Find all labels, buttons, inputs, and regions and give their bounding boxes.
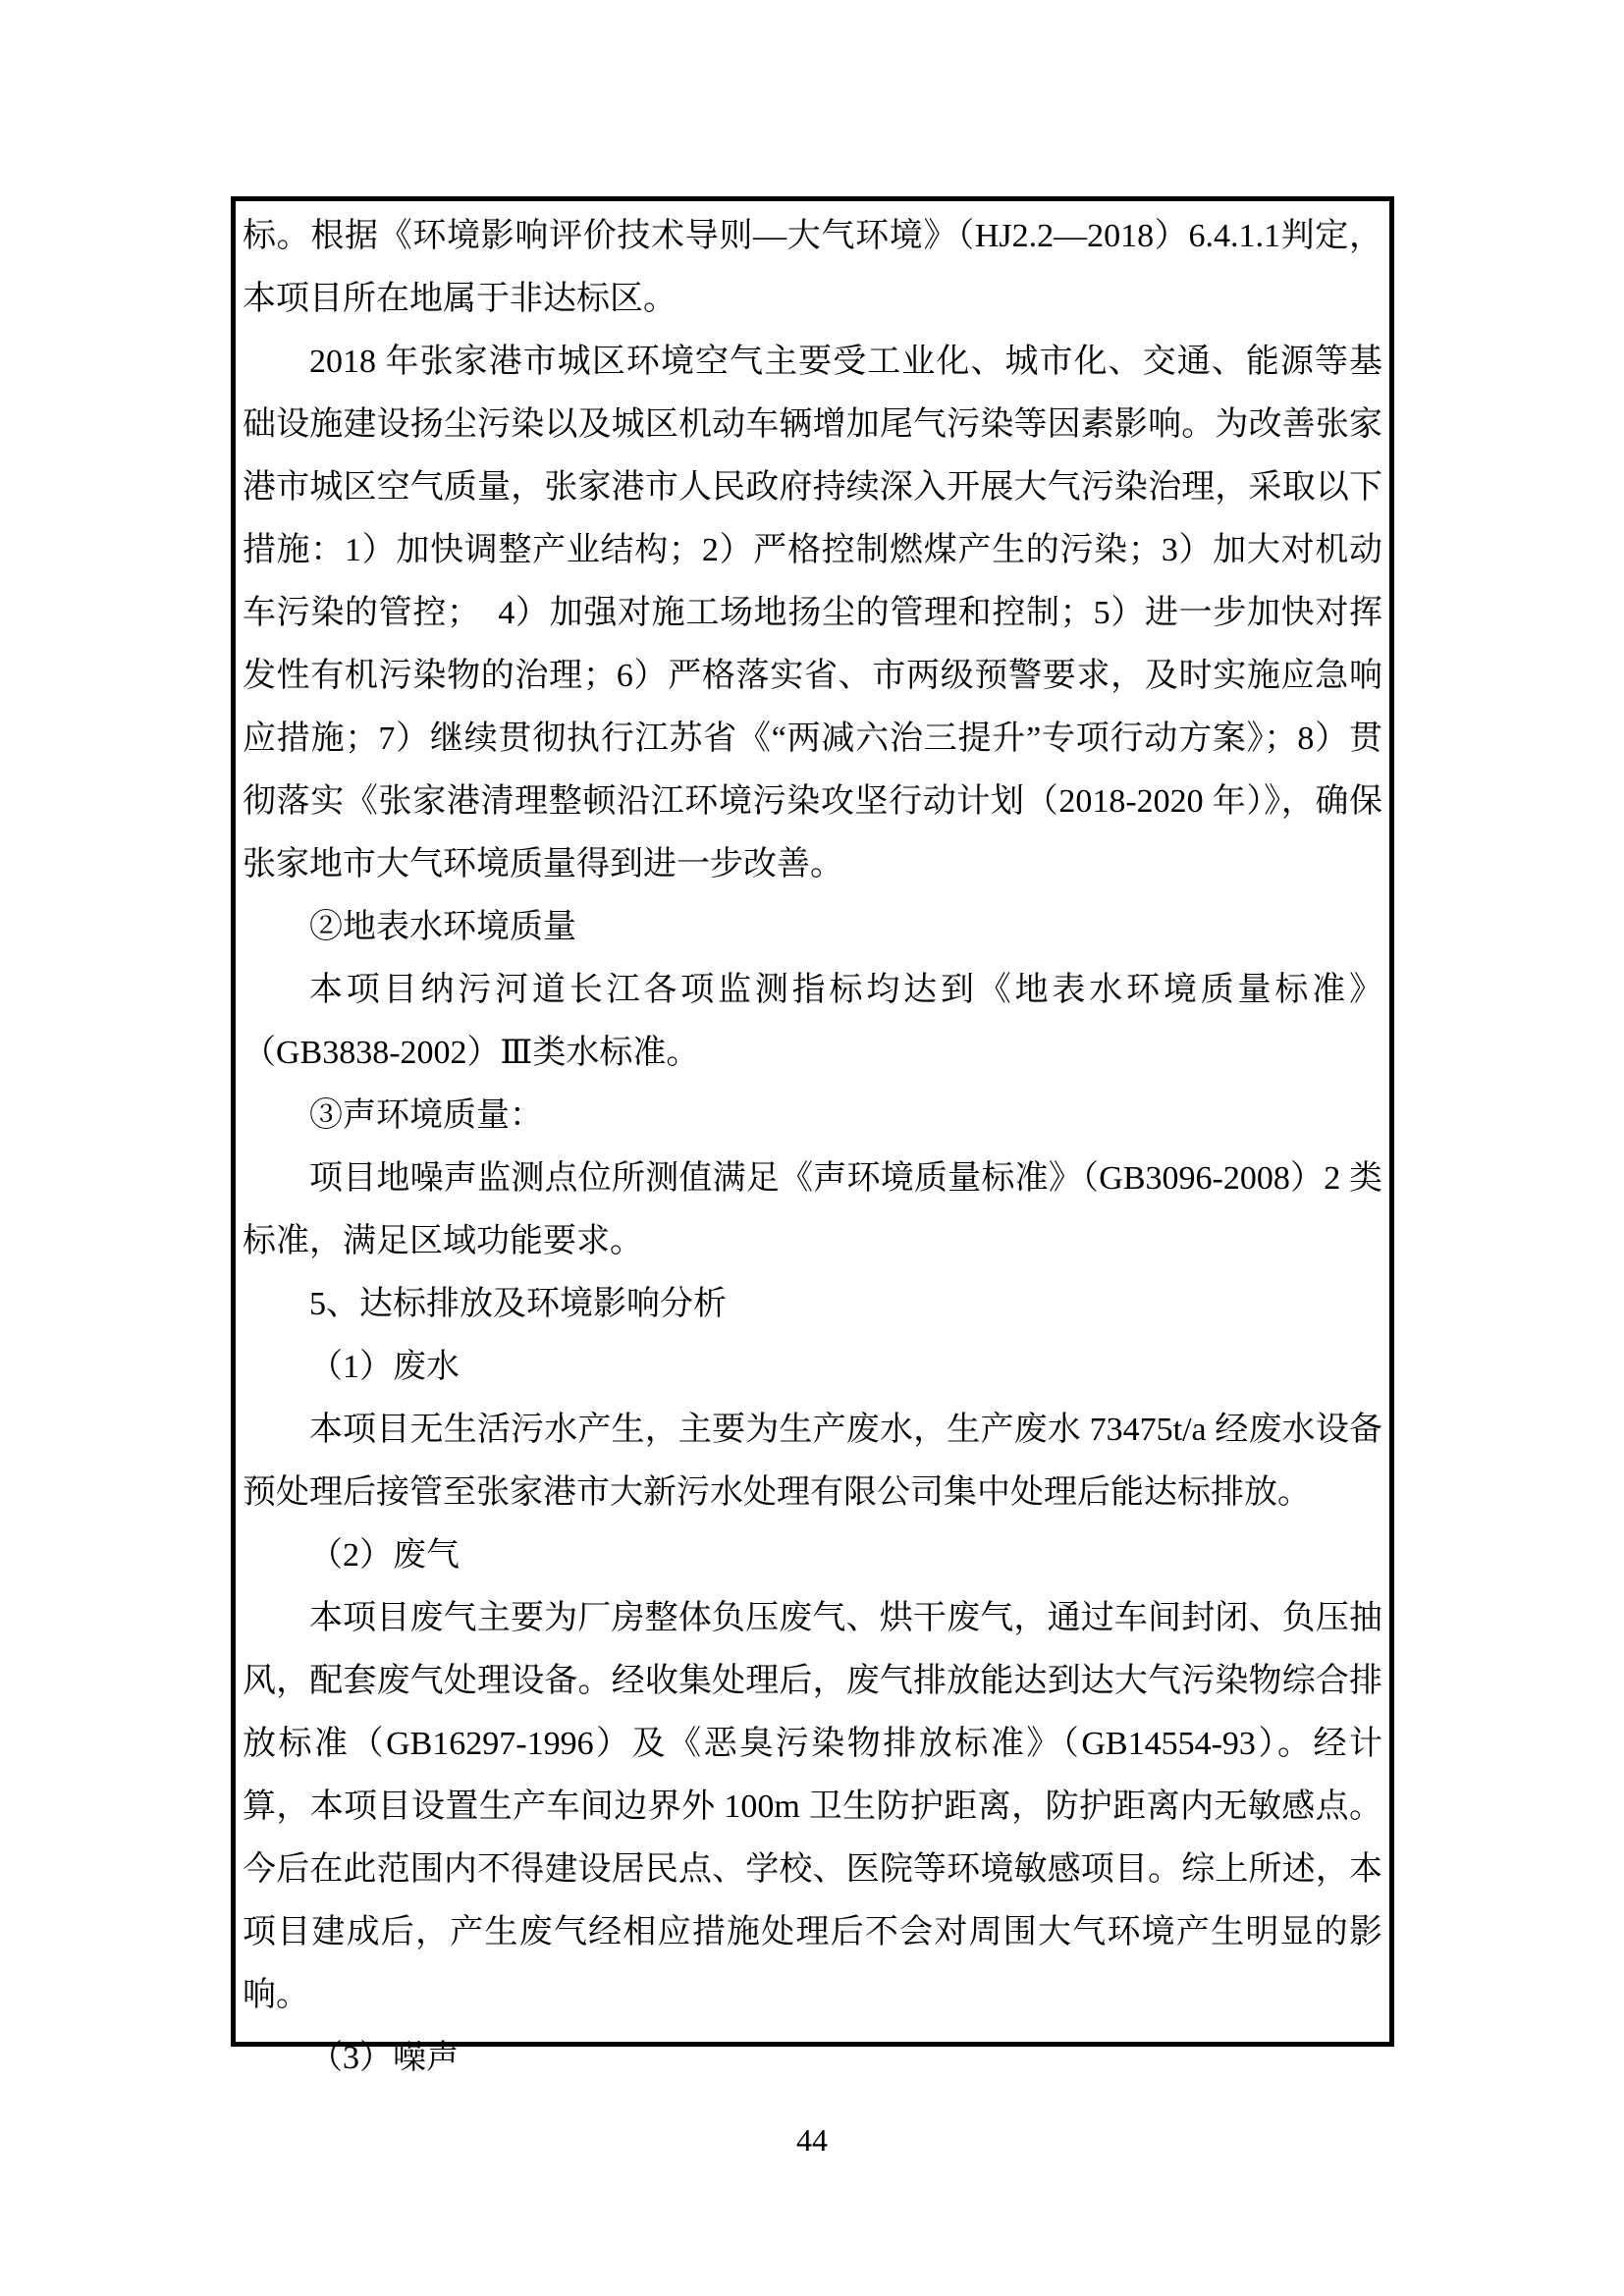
content-cell (231, 196, 1394, 2076)
heading-noise: （3）噪声 (309, 2040, 460, 2076)
para-previous-page-continuation: 标。根据《环境影响评价技术导则—大气环境》（HJ2.2—2018）6.4.1.1判定，本项目所在地属于非达标区。 (243, 218, 1382, 317)
heading-compliance-analysis: 5、达标排放及环境影响分析 (309, 1286, 727, 1322)
para-air-quality-measures: 2018 年张家港市城区环境空气主要受工业化、城市化、交通、能源等基础设施建设扬尘污染以及城区机动车辆增加尾气污染等因素影响。为改善张家港市城区空气质量，张家港市人民政府持续深入开展大气污染治理，采取以下措施：1）加快调整产业结构；2）严格控制燃煤产生的污染；3）加大对机动车污染的管控； 4）加强对施工场地扬尘的管理和控制；5）进一步加快对挥发性有机污染物的治理；6）严格落实省、市两级预警要求，及时实施应急响应措施；7）继续贯彻执行江苏省《“两减六治三提升”专项行动方案》；8）贯彻落实《张家港清理整顿沿江环境污染攻坚行动计划（2018-2020 年）》，确保张家地市大气环境质量得到进一步改善。 (243, 344, 1382, 882)
para-wastewater: 本项目无生活污水产生，主要为生产废水，生产废水 73475t/a 经废水设备预处理后接管至张家港市大新污水处理有限公司集中处理后能达标排放。 (243, 1412, 1382, 1511)
heading-surface-water-quality: ②地表水环境质量 (309, 909, 576, 945)
page-number: 44 (796, 2122, 828, 2158)
para-noise-environment: 项目地噪声监测点位所测值满足《声环境质量标准》（GB3096-2008）2 类标准，满足区域功能要求。 (243, 1160, 1382, 1259)
heading-wastewater: （1）废水 (309, 1349, 460, 1385)
para-surface-water-quality: 本项目纳污河道长江各项监测指标均达到《地表水环境质量标准》（GB3838-2002）Ⅲ类水标准。 (243, 972, 1382, 1071)
heading-noise-environment: ③声环境质量： (309, 1097, 543, 1134)
para-waste-gas: 本项目废气主要为厂房整体负压废气、烘干废气，通过车间封闭、负压抽风，配套废气处理设备。经收集处理后，废气排放能达到达大气污染物综合排放标准（GB16297-1996）及《恶臭污染物排放标准》（GB14554-93）。经计算，本项目设置生产车间边界外 100m 卫生防护距离，防护距离内无敏感点。今后在此范围内不得建设居民点、学校、医院等环境敏感项目。综上所述，本项目建成后，产生废气经相应措施处理后不会对周围大气环境产生明显的影响。 (243, 1600, 1382, 2013)
heading-waste-gas: （2）废气 (309, 1537, 460, 1574)
